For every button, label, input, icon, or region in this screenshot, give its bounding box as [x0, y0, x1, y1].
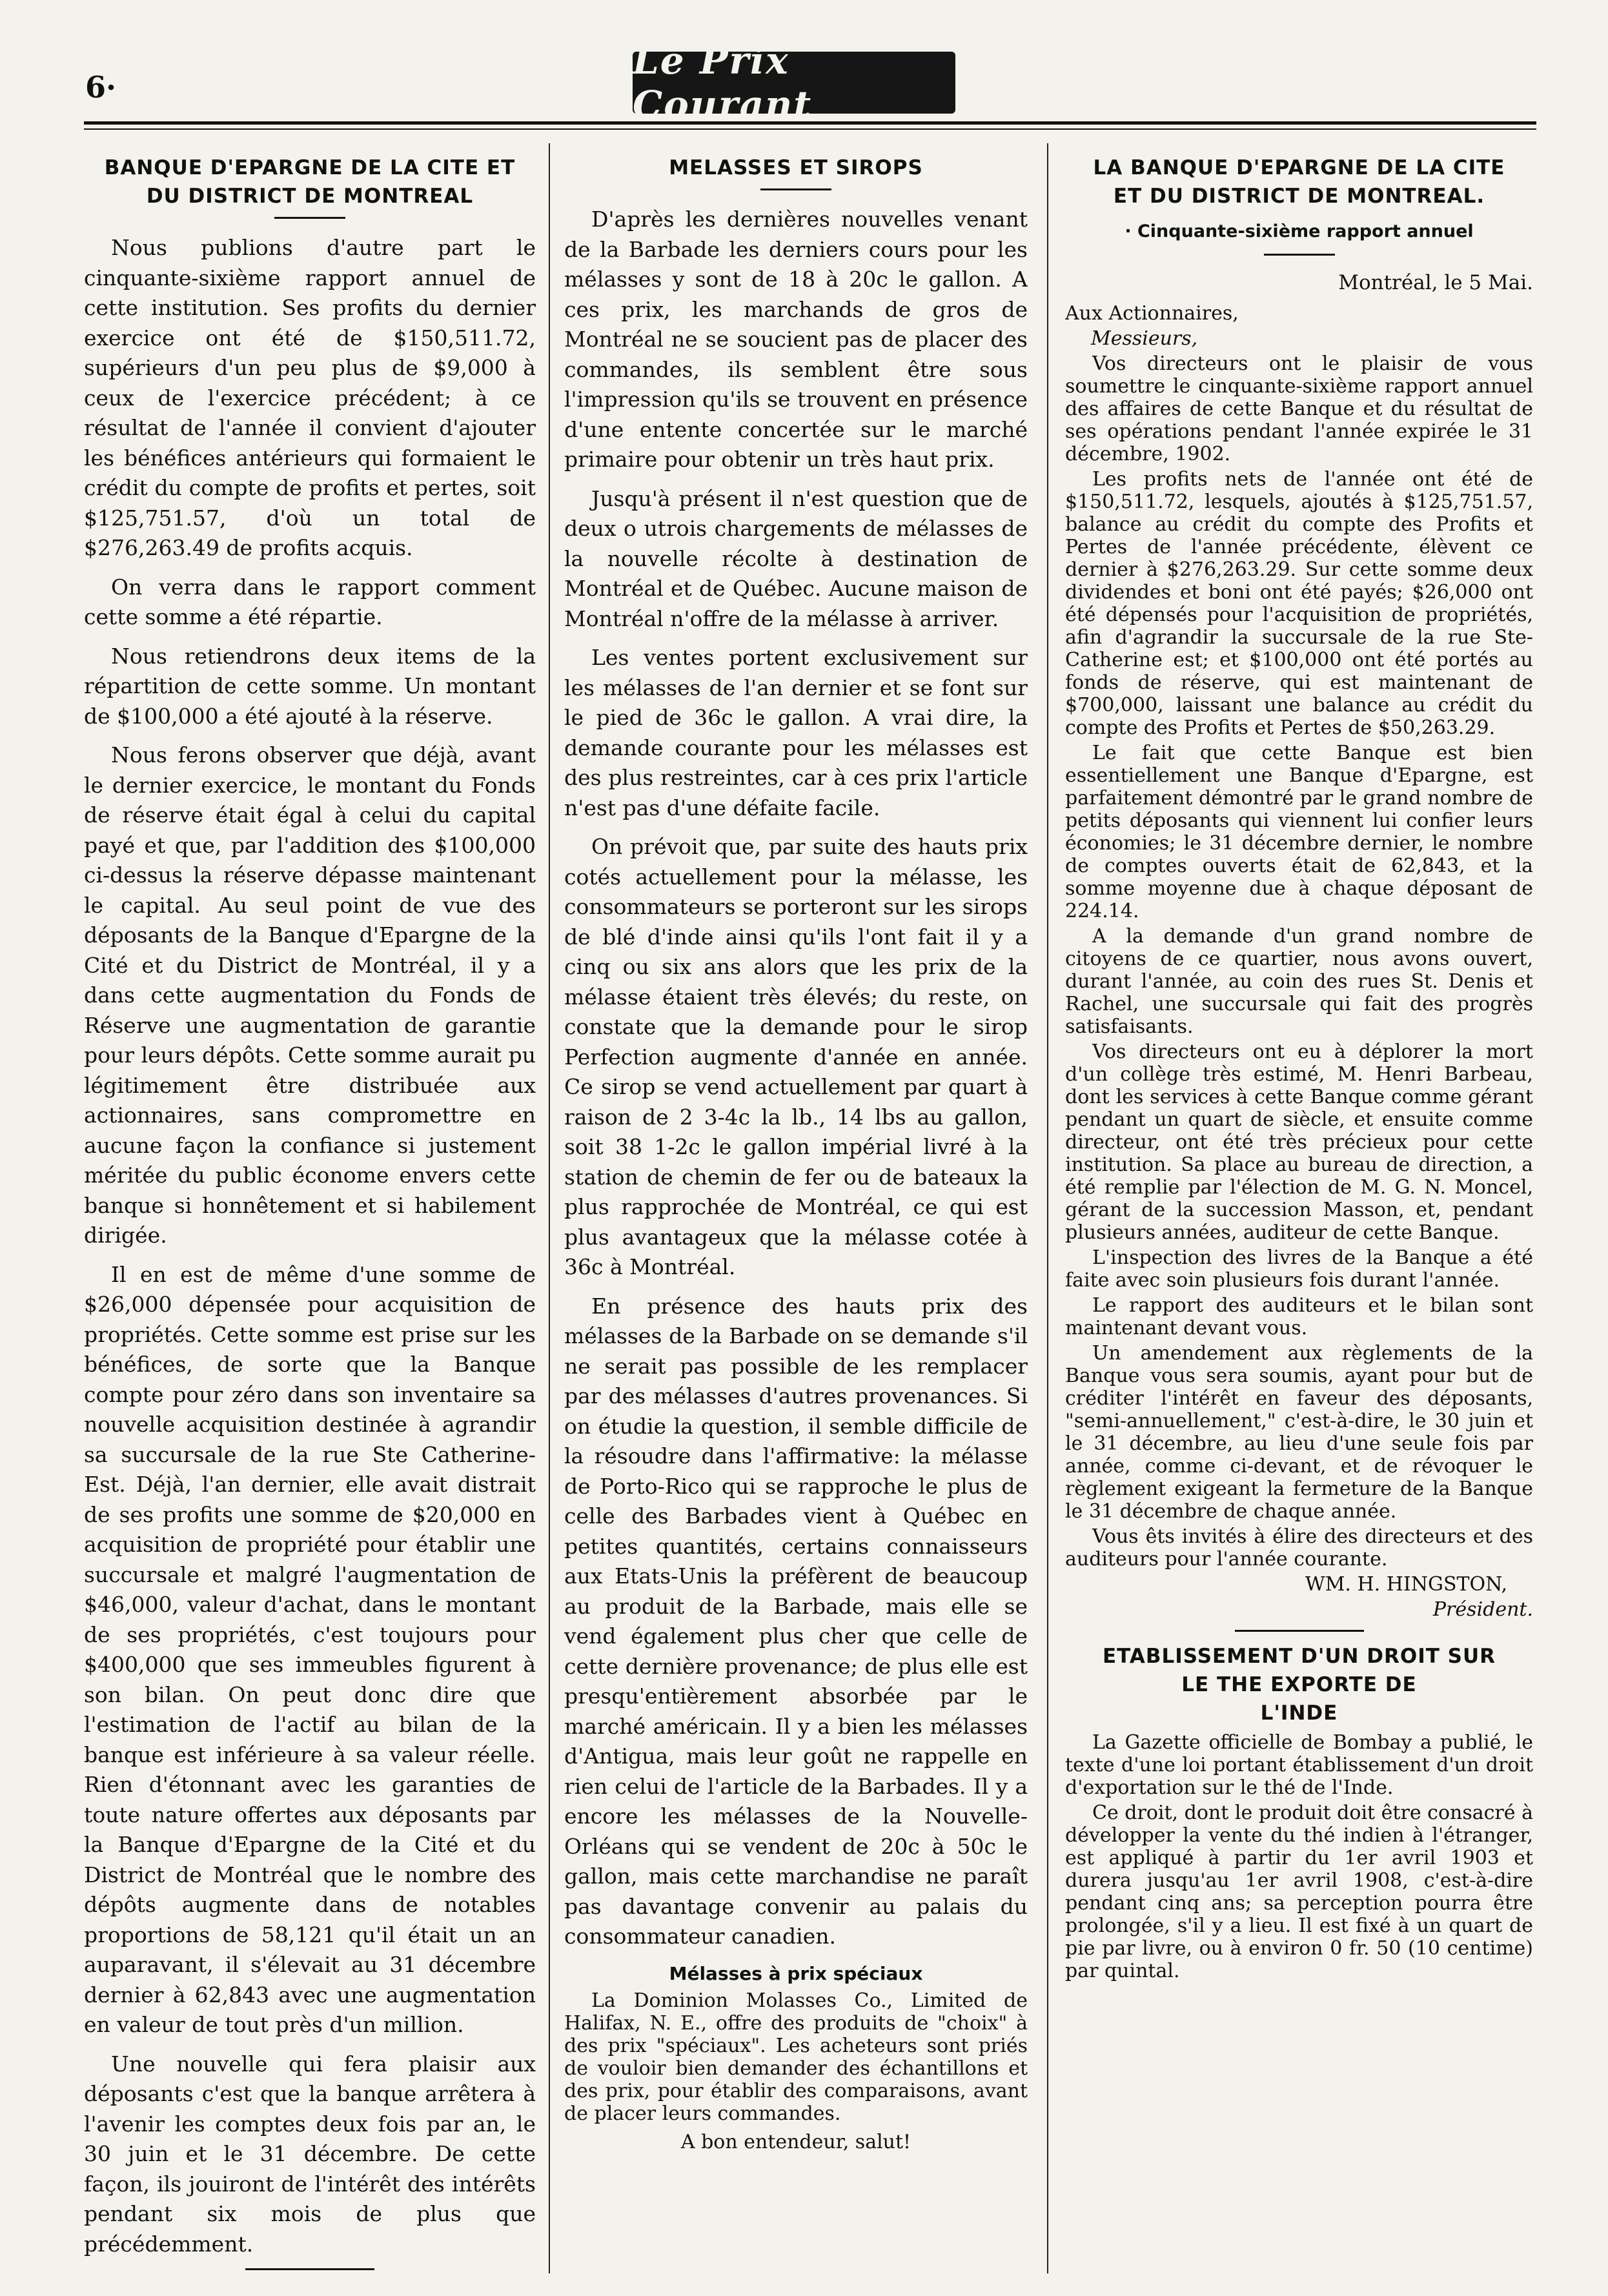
column-divider — [1047, 143, 1048, 2273]
paragraph: Vous êts invités à élire des directeurs et des auditeurs pour l'année courante. — [1065, 1525, 1533, 1570]
salutation: Aux Actionnaires, — [1065, 301, 1239, 325]
salutation: Messieurs, — [1091, 327, 1198, 350]
signature: WM. H. HINGSTON, — [1305, 1572, 1507, 1596]
article-title: MELASSES ET SIROPS — [669, 156, 923, 179]
article-title — [1065, 154, 1533, 210]
paragraph: Vos directeurs ont le plaisir de vous soumettre le cinquante-sixième rapport annuel des affaires de cette Banque et du résultat de ses opérations pendant l'année expirée le 31 décembre, 1902. — [1065, 352, 1533, 465]
paragraph: D'après les dernières nouvelles venant de la Barbade les derniers cours pour les mélasses y sont de 18 à 20c le gallon. A ces prix, les marchands de gros de Montréal ne se soucient pas de placer des commandes, ils semblent être sous l'impression qu'ils se trouvent en présence d'une entente concertée sur le marché primaire pour obtenir un très haut prix. — [564, 207, 1028, 472]
column-2 — [564, 143, 1028, 2273]
end-rule — [1235, 1630, 1364, 1632]
column-divider — [549, 143, 550, 2273]
masthead-logo: Le Prix Courant — [633, 52, 955, 114]
paragraph: Nous publions d'autre part le cinquante-sixième rapport annuel de cette institution. Ses profits du dernier exercice ont été de $150,511.72, supérieurs d'un peu plus de $9,000 à ceux de l'exercice précédent; à ce résultat de l'année il convient d'ajouter les bénéfices antérieurs qui formaient le crédit du compte de profits et pertes, soit $125,751.57, d'où un total de $276,263.49 de profits acquis. — [84, 235, 536, 560]
page-number: 6· — [85, 70, 117, 105]
article-title-line: LE THE EXPORTE DE — [1181, 1672, 1417, 1696]
title-rule — [274, 217, 345, 219]
paragraph: Une nouvelle qui fera plaisir aux déposants c'est que la banque arrêtera à l'avenir les comptes deux fois par an, le 30 juin et le 31 décembre. De cette façon, ils jouiront de l'intérêt des intérêts pendant six mois de plus que précédemment. — [84, 2051, 536, 2257]
paragraph: La Dominion Molasses Co., Limited de Halifax, N. E., offre des produits de "choix" à des prix "spéciaux". Les acheteurs sont priés de vouloir bien demander des échantillons et des prix, pour établir des comparaisons, avant de placer leurs commandes. — [564, 1989, 1028, 2125]
article-title-line: L'INDE — [1260, 1701, 1338, 1725]
section-subtitle: Mélasses à prix spéciaux — [669, 1962, 923, 1984]
title-rule — [1264, 254, 1335, 256]
paragraph: Nous ferons observer que déjà, avant le dernier exercice, le montant du Fonds de réserve était égal à celui du capital payé et que, par l'addition des $100,000 ci-dessus la réserve dépasse maintenant le capital. Au seul point de vue des déposants de la Banque d'Epargne de la Cité et du District de Montréal, il y a dans cette augmentation du Fonds de Réserve une augmentation de garantie pour leurs dépôts. Cette somme aurait pu légitimement être distribuée aux actionnaires, sans compromettre en aucune façon la confiance si justement méritée du public économe envers cette banque si honnêtement et si habilement dirigée. — [84, 742, 536, 1248]
article-title-line: ET DU DISTRICT DE MONTREAL. — [1113, 185, 1485, 208]
paragraph: Jusqu'à présent il n'est question que de deux o utrois chargements de mélasses de la nouvelle récolte à destination de Montréal et de Québec. Aucune maison de Montréal n'offre de la mélasse à arriver. — [564, 485, 1028, 631]
header-rule — [84, 121, 1536, 130]
paragraph: Les ventes portent exclusivement sur les mélasses de l'an dernier et se font sur le pied de 36c le gallon. A vrai dire, la demande courante pour les mélasses est des plus restreintes, car à ces prix l'article n'est pas d'une défaite facile. — [564, 645, 1028, 820]
article-title-line: BANQUE D'EPARGNE DE LA CITE ET — [104, 156, 516, 179]
closing-line: A bon entendeur, salut! — [680, 2130, 911, 2153]
title-rule — [760, 188, 831, 190]
paragraph: On verra dans le rapport comment cette somme a été répartie. — [84, 574, 536, 629]
end-rule — [245, 2268, 374, 2270]
paragraph: L'inspection des livres de la Banque a été faite avec soin plusieurs fois durant l'année. — [1065, 1246, 1533, 1292]
column-1 — [84, 143, 536, 2273]
paragraph: Ce droit, dont le produit doit être consacré à développer la vente du thé indien à l'étranger, est appliqué à partir du 1er avril 1903 et durera jusqu'au 1er avril 1908, c'est-à-dire pendant cinq ans; sa perception pourra être prolongée, s'il y a lieu. Il est fixé à un quart de pie par livre, ou à environ 0 fr. 50 (10 centime) par quintal. — [1065, 1801, 1533, 1982]
paragraph: Le fait que cette Banque est bien essentiellement une Banque d'Epargne, est parfaitement démontré par le grand nombre de petits déposants qui viennent lui confier leurs économies; le 31 décembre dernier, le nombre de comptes ouverts était de 62,843, et la somme moyenne due à chaque déposant de 224.14. — [1065, 741, 1533, 922]
paragraph: En présence des hauts prix des mélasses de la Barbade on se demande s'il ne serait pas possible de les remplacer par des mélasses d'autres provenances. Si on étudie la question, il semble difficile de la résoudre dans l'affirmative: la mélasse de Porto-Rico qui se rapproche le plus de celle des Barbades vient à Québec en petites quantités, certains connaisseurs aux Etats-Unis la préfèrent de beaucoup au produit de la Barbade, mais elle se vend également plus cher que celle de cette dernière provenance; de plus elle est presqu'entièrement absorbée par le marché américain. Il y a bien les mélasses d'Antigua, mais leur goût ne rappelle en rien celui de l'article de la Barbades. Il y a encore les mélasses de la Nouvelle-Orléans qui se vendent de 20c à 50c le gallon, mais cette marchandise ne paraît pas davantage convenir au palais du consommateur canadien. — [564, 1293, 1028, 1949]
paragraph: Il en est de même d'une somme de $26,000 dépensée pour acquisition de propriétés. Cette somme est prise sur les bénéfices, de sorte que la Banque compte pour zéro dans son inventaire sa nouvelle acquisition destinée à agrandir sa succursale de la rue Ste Catherine-Est. Déjà, l'an dernier, elle avait distrait de ses profits une somme de $20,000 en acquisition de propriété pour établir une succursale et malgré l'augmentation de $46,000, valeur d'achat, dans le montant de ses propriétés, c'est toujours pour $400,000 que ses immeubles figurent à son bilan. On peut donc dire que l'estimation de l'actif au bilan de la banque est inférieure à sa valeur réelle. Rien d'étonnant avec les garanties de toute nature offertes aux déposants par la Banque d'Epargne de la Cité et du District de Montréal que le nombre des dépôts augmente dans de notables proportions de 58,121 qu'il était un an auparavant, il s'élevait au 31 décembre dernier à 62,843 avec une augmentation en valeur de tout près d'un million. — [84, 1261, 536, 2037]
article-title — [84, 154, 536, 210]
paragraph: Nous retiendrons deux items de la répartition de cette somme. Un montant de $100,000 a été ajouté à la réserve. — [84, 643, 536, 729]
column-3 — [1065, 143, 1533, 2273]
paragraph: Les profits nets de l'année ont été de $150,511.72, lesquels, ajoutés à $125,751.57, balance au crédit du compte des Profits et Pertes de l'année précédente, élèvent ce dernier à $276,263.29. Sur cette somme deux dividendes et boni ont été payés; $26,000 ont été dépensés pour l'acquisition de propriétés, afin d'agrandir la succursale de la rue Ste-Catherine est; et $100,000 ont été portés au fonds de réserve, qui est maintenant de $700,000, laissant une balance au crédit du compte des Profits et Pertes de $50,263.29. — [1065, 467, 1533, 739]
paragraph: On prévoit que, par suite des hauts prix cotés actuellement pour la mélasse, les consommateurs se porteront sur les sirops de blé d'inde ainsi qu'ils l'ont fait il y a cinq ou six ans alors que les prix de la mélasse étaient très élevés; du reste, on constate que la demande pour le sirop Perfection augmente d'année en année. Ce sirop se vend actuellement par quart à raison de 2 3-4c la lb., 14 lbs au gallon, soit 38 1-2c le gallon impérial livré à la station de chemin de fer ou de bateaux la plus rapprochée de Montréal, ce qui est plus avantageux que la mélasse cotée à 36c à Montréal. — [564, 834, 1028, 1279]
paragraph: Un amendement aux règlements de la Banque vous sera soumis, ayant pour but de créditer l'intérêt en faveur des déposants, "semi-annuellement," c'est-à-dire, le 30 juin et le 31 décembre, au lieu d'une seule fois par année, comme ci-devant, et de révoquer le règlement exigeant la fermeture de la Banque le 31 décembre de chaque année. — [1065, 1341, 1533, 1523]
article-title — [1065, 1642, 1533, 1727]
paragraph: Le rapport des auditeurs et le bilan sont maintenant devant vous. — [1065, 1294, 1533, 1339]
paragraph: A la demande d'un grand nombre de citoyens de ce quartier, nous avons ouvert, durant l'année, au coin des rues St. Denis et Rachel, une succursale qui fait des progrès satisfaisants. — [1065, 924, 1533, 1038]
article-title-line: DU DISTRICT DE MONTREAL — [146, 185, 474, 208]
report-subtitle: · Cinquante-sixième rapport annuel — [1125, 221, 1474, 241]
date-line: Montréal, le 5 Mai. — [1338, 270, 1533, 294]
paragraph: La Gazette officielle de Bombay a publié, le texte d'une loi portant établissement d'un droit d'exportation sur le thé de l'Inde. — [1065, 1731, 1533, 1799]
article-title-line: ETABLISSEMENT D'UN DROIT SUR — [1102, 1644, 1496, 1668]
signature-role: Président. — [1432, 1598, 1533, 1621]
paragraph: Vos directeurs ont eu à déplorer la mort d'un collège très estimé, M. Henri Barbeau, dont les services à cette Banque comme gérant pendant un quart de siècle, et ensuite comme directeur, ont été très précieux pour cette institution. Sa place au bureau de direction, a été remplie par l'élection de M. G. N. Moncel, gérant de la succession Masson, et, pendant plusieurs années, auditeur de cette Banque. — [1065, 1040, 1533, 1244]
article-title-line: LA BANQUE D'EPARGNE DE LA CITE — [1093, 156, 1505, 179]
